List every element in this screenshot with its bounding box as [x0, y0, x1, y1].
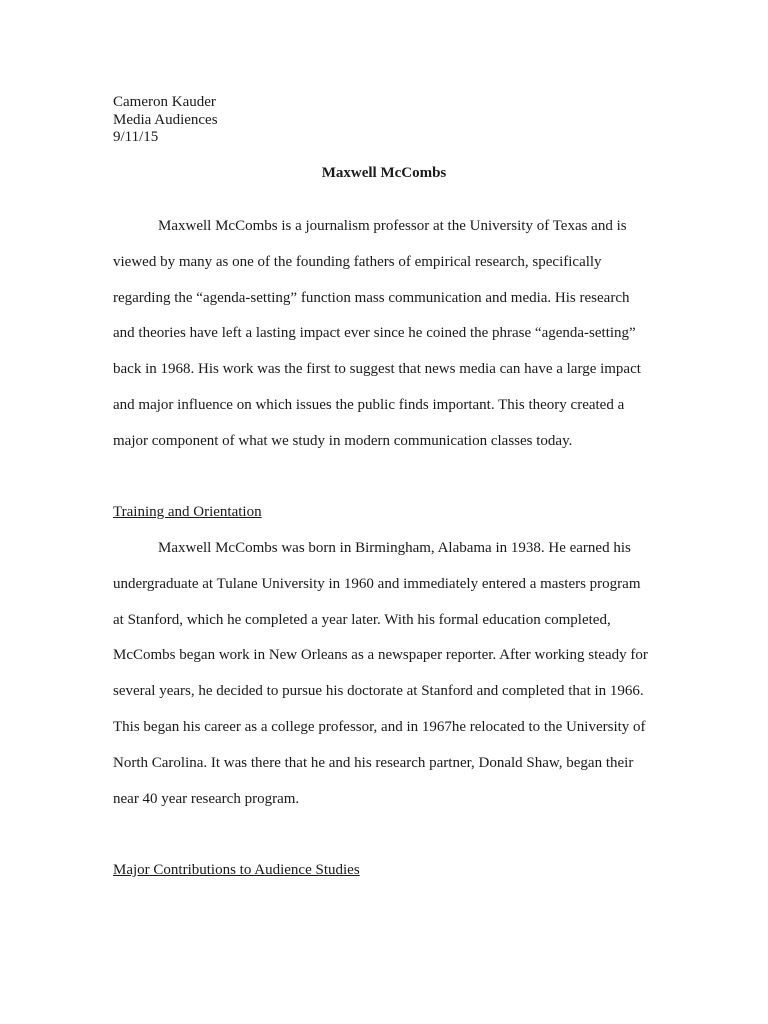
paragraph-line: Maxwell McCombs is a journalism professor at the University of Texas and is — [158, 218, 627, 234]
paragraph-line: and major influence on which issues the public finds important. This theory created a — [113, 396, 625, 413]
paragraph-line: Maxwell McCombs was born in Birmingham, Alabama in 1938. He earned his — [158, 540, 631, 556]
training-paragraph — [113, 531, 648, 817]
paper-date: 9/11/15 — [113, 129, 159, 145]
paper-header — [113, 94, 218, 147]
paragraph-line: major component of what we study in modern communication classes today. — [113, 432, 573, 449]
paragraph-line: regarding the “agenda-setting” function mass communication and media. His research — [113, 289, 630, 306]
author-name: Cameron Kauder — [113, 94, 216, 110]
section-heading-training: Training and Orientation — [113, 504, 262, 520]
paragraph-line: North Carolina. It was there that he and his research partner, Donald Shaw, began their — [113, 754, 634, 771]
paragraph-line: back in 1968. His work was the first to suggest that news media can have a large impact — [113, 361, 641, 378]
paper-title: Maxwell McCombs — [321, 165, 447, 181]
paragraph-line: and theories have left a lasting impact ever since he coined the phrase “agenda-setting” — [113, 325, 636, 342]
paragraph-line: viewed by many as one of the founding fathers of empirical research, specifically — [113, 253, 602, 270]
paragraph-line: This began his career as a college professor, and in 1967he relocated to the University of — [113, 718, 646, 735]
paragraph-line: undergraduate at Tulane University in 1960 and immediately entered a masters program — [113, 575, 641, 592]
section-heading-contributions: Major Contributions to Audience Studies — [113, 862, 360, 878]
intro-paragraph — [113, 209, 643, 460]
paragraph-line: at Stanford, which he completed a year later. With his formal education completed, — [113, 611, 611, 628]
paragraph-line: several years, he decided to pursue his doctorate at Stanford and completed that in 1966. — [113, 683, 644, 700]
course-name: Media Audiences — [113, 111, 218, 128]
paragraph-line: McCombs began work in New Orleans as a newspaper reporter. After working steady for — [113, 647, 648, 664]
paragraph-line: near 40 year research program. — [113, 790, 300, 807]
